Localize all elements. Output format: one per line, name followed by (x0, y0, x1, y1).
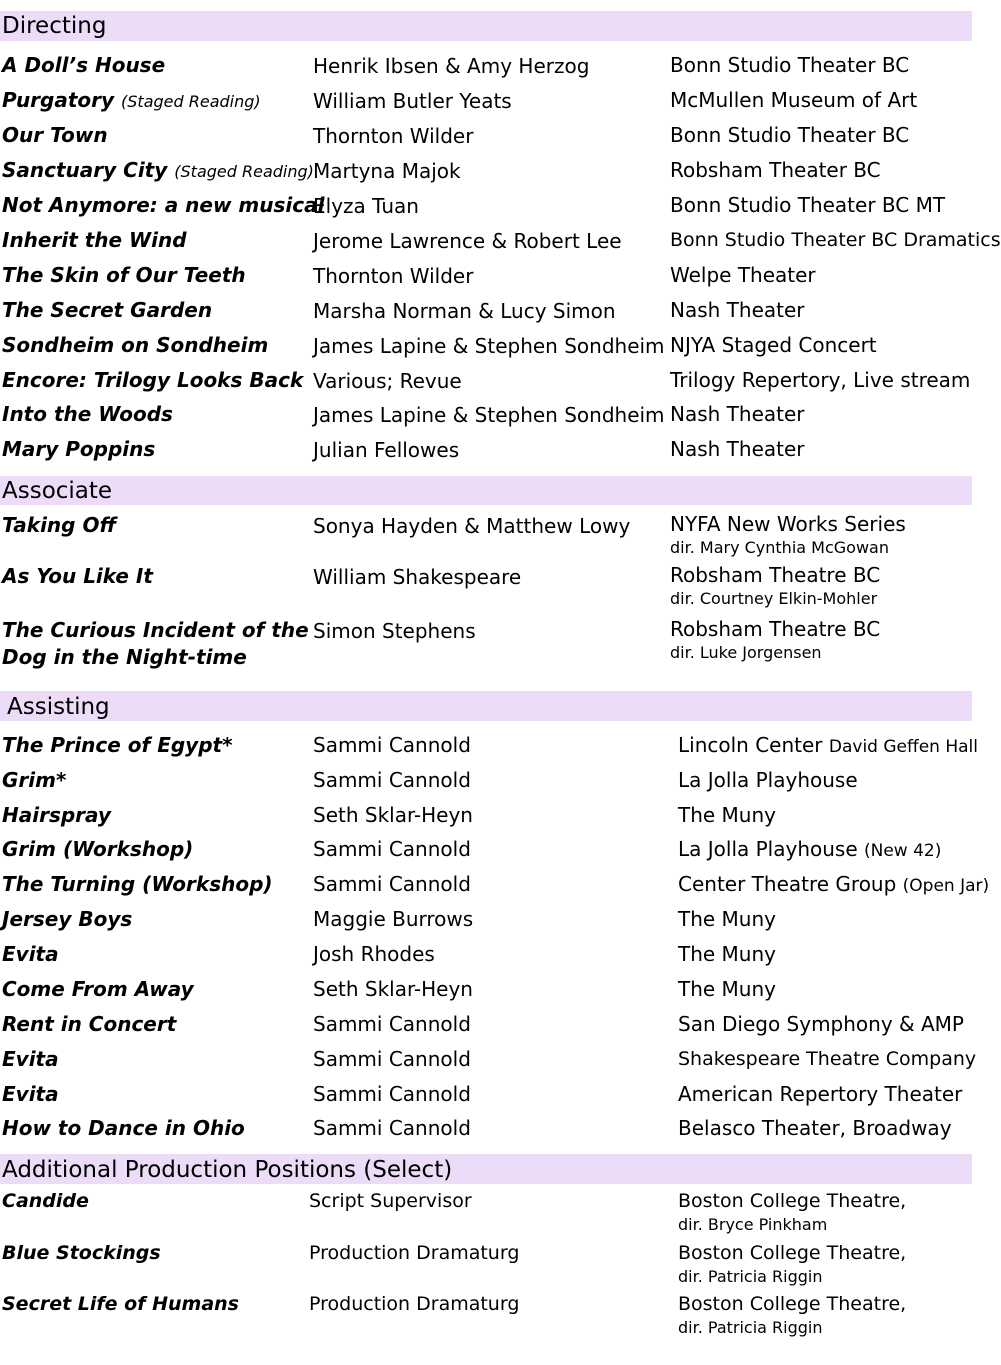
director: dir. Bryce Pinkham (678, 1215, 828, 1234)
venue: Lincoln Center David Geffen Hall (678, 733, 978, 757)
production-title: Grim* (2, 768, 67, 792)
role: Production Dramaturg (309, 1293, 520, 1315)
production-title: As You Like It (2, 564, 153, 588)
author: Sonya Hayden & Matthew Lowy (313, 514, 631, 538)
director: dir. Courtney Elkin-Mohler (670, 589, 878, 608)
author: Seth Sklar-Heyn (313, 803, 473, 827)
section-title: Additional Production Positions (Select) (2, 1157, 453, 1183)
production-title: Jersey Boys (2, 907, 133, 931)
venue-name: Boston College Theatre, (678, 1242, 907, 1264)
production-title: The Secret Garden (2, 298, 213, 322)
production-title: Mary Poppins (2, 437, 156, 461)
venue (670, 616, 880, 664)
author: Various; Revue (313, 369, 462, 393)
venue: NJYA Staged Concert (670, 333, 877, 357)
venue: Bonn Studio Theater BC (670, 53, 910, 77)
director: dir. Luke Jorgensen (670, 643, 822, 662)
title-note: (Staged Reading) (121, 92, 261, 111)
venue: Nash Theater (670, 298, 805, 322)
venue: Bonn Studio Theater BC (670, 123, 910, 147)
production-title: Taking Off (2, 513, 117, 537)
venue: Trilogy Repertory, Live stream (670, 368, 971, 392)
section-header-assisting (0, 691, 972, 721)
production-title: Evita (2, 942, 59, 966)
production-title: Blue Stockings (2, 1242, 161, 1264)
venue (678, 1291, 906, 1339)
venue: Nash Theater (670, 402, 805, 426)
production-title: Secret Life of Humans (2, 1293, 239, 1315)
production-title: The Turning (Workshop) (2, 872, 273, 896)
production-title: The Curious Incident of the Dog in the Night-time (2, 618, 309, 669)
author: Henrik Ibsen & Amy Herzog (313, 54, 590, 78)
production-title: Evita (2, 1082, 59, 1106)
author: Sammi Cannold (313, 1116, 471, 1140)
venue: La Jolla Playhouse (New 42) (678, 837, 942, 861)
production-title: A Doll’s House (2, 53, 166, 77)
author: Thornton Wilder (313, 124, 474, 148)
production-title: Evita (2, 1047, 59, 1071)
author: Maggie Burrows (313, 907, 474, 931)
venue-name: Boston College Theatre, (678, 1293, 907, 1315)
role: Production Dramaturg (309, 1242, 520, 1264)
venue (678, 1188, 906, 1236)
author: James Lapine & Stephen Sondheim (313, 334, 665, 358)
venue: The Muny (678, 942, 776, 966)
production-title: Rent in Concert (2, 1012, 177, 1036)
author: Simon Stephens (313, 619, 476, 643)
title-note: (Staged Reading) (174, 162, 314, 181)
section-header-additional (0, 1154, 972, 1184)
author: William Butler Yeats (313, 89, 512, 113)
venue: Nash Theater (670, 437, 805, 461)
venue-note: (New 42) (864, 841, 942, 861)
section-title: Directing (2, 13, 107, 39)
author: William Shakespeare (313, 565, 522, 589)
venue-name: Robsham Theatre BC (670, 563, 881, 587)
production-title: Come From Away (2, 977, 194, 1001)
venue-name: Boston College Theatre, (678, 1190, 907, 1212)
production-title: Sanctuary City (Staged Reading) (2, 158, 314, 182)
venue: Center Theatre Group (Open Jar) (678, 872, 990, 896)
author: Thornton Wilder (313, 264, 474, 288)
venue: Bonn Studio Theater BC MT (670, 193, 946, 217)
production-title: Purgatory (Staged Reading) (2, 88, 261, 112)
venue-name: NYFA New Works Series (670, 512, 906, 536)
author: Sammi Cannold (313, 733, 471, 757)
author: Martyna Majok (313, 159, 461, 183)
production-title: Grim (Workshop) (2, 837, 194, 861)
production-title: Sondheim on Sondheim (2, 333, 269, 357)
production-title: The Skin of Our Teeth (2, 263, 246, 287)
production-title: How to Dance in Ohio (2, 1116, 245, 1140)
author: Sammi Cannold (313, 1012, 471, 1036)
author: Jerome Lawrence & Robert Lee (313, 229, 622, 253)
author: Elyza Tuan (313, 194, 419, 218)
venue (678, 1240, 906, 1288)
venue: San Diego Symphony & AMP (678, 1012, 964, 1036)
venue: La Jolla Playhouse (678, 768, 858, 792)
author: James Lapine & Stephen Sondheim (313, 403, 665, 427)
author: Sammi Cannold (313, 768, 471, 792)
section-title: Assisting (7, 694, 110, 720)
venue: The Muny (678, 977, 776, 1001)
venue-note: David Geffen Hall (828, 737, 978, 757)
venue: Robsham Theater BC (670, 158, 881, 182)
venue: Bonn Studio Theater BC Dramatics (670, 229, 1001, 251)
venue: The Muny (678, 803, 776, 827)
venue-name: Robsham Theatre BC (670, 617, 881, 641)
author: Seth Sklar-Heyn (313, 977, 473, 1001)
venue: McMullen Museum of Art (670, 88, 918, 112)
section-header-associate (0, 476, 972, 505)
venue: The Muny (678, 907, 776, 931)
production-title: Into the Woods (2, 402, 173, 426)
author: Josh Rhodes (313, 942, 435, 966)
production-title: Inherit the Wind (2, 228, 187, 252)
author: Sammi Cannold (313, 837, 471, 861)
author: Sammi Cannold (313, 1047, 471, 1071)
section-header-directing (0, 11, 972, 41)
venue (670, 562, 880, 610)
venue: Welpe Theater (670, 263, 816, 287)
director: dir. Mary Cynthia McGowan (670, 538, 889, 557)
author: Julian Fellowes (313, 438, 460, 462)
author: Sammi Cannold (313, 1082, 471, 1106)
section-title: Associate (2, 478, 113, 504)
director: dir. Patricia Riggin (678, 1318, 823, 1337)
venue: Belasco Theater, Broadway (678, 1116, 952, 1140)
venue (670, 511, 906, 559)
author: Marsha Norman & Lucy Simon (313, 299, 616, 323)
production-title: Hairspray (2, 803, 111, 827)
production-title: Encore: Trilogy Looks Back (2, 368, 304, 392)
role: Script Supervisor (309, 1190, 472, 1212)
venue: Shakespeare Theatre Company (678, 1048, 977, 1070)
venue-note: (Open Jar) (902, 876, 990, 896)
production-title: Our Town (2, 123, 108, 147)
production-title: Not Anymore: a new musical (2, 193, 325, 217)
production-title: Candide (2, 1190, 89, 1212)
production-title: The Prince of Egypt* (2, 733, 233, 757)
director: dir. Patricia Riggin (678, 1267, 823, 1286)
venue: American Repertory Theater (678, 1082, 963, 1106)
author: Sammi Cannold (313, 872, 471, 896)
